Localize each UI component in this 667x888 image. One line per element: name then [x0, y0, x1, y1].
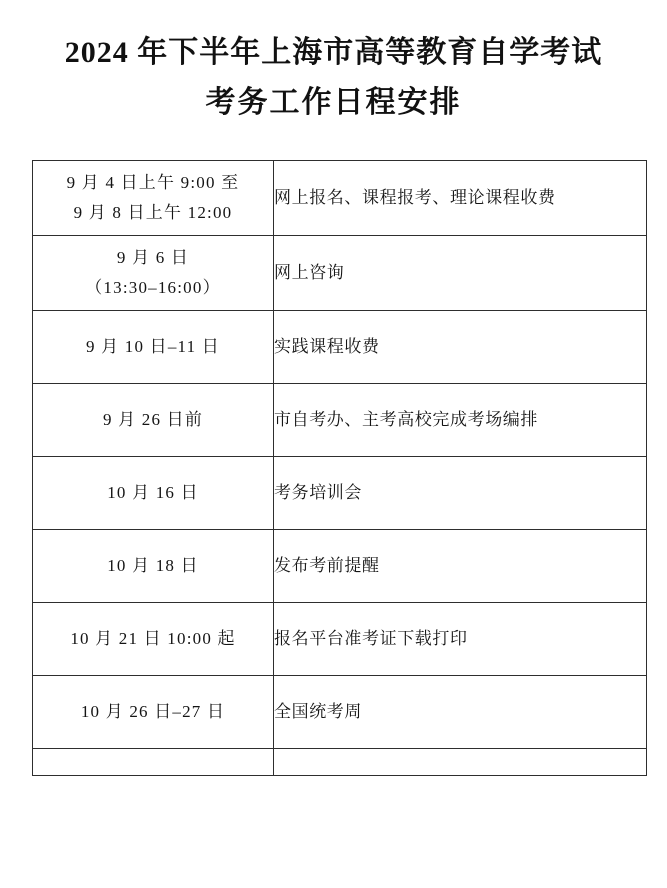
schedule-date-line-1: 9 月 10 日–11 日	[86, 337, 220, 356]
schedule-date-line-1: 9 月 6 日	[116, 248, 190, 267]
schedule-date-cell-cutoff	[33, 749, 274, 776]
table-row	[33, 311, 647, 384]
schedule-date-cell	[33, 676, 274, 749]
schedule-date-cell	[33, 384, 274, 457]
schedule-date-line-1: 10 月 26 日–27 日	[80, 702, 226, 721]
schedule-date-line-1: 9 月 26 日前	[102, 410, 204, 429]
schedule-description-cell: 报名平台准考证下载打印	[274, 603, 647, 676]
schedule-date-cell	[33, 161, 274, 236]
schedule-date-line-1: 10 月 18 日	[107, 556, 199, 575]
table-row	[33, 161, 647, 236]
schedule-description-cell: 全国统考周	[274, 676, 647, 749]
schedule-description-cell: 发布考前提醒	[274, 530, 647, 603]
schedule-description-cell: 实践课程收费	[274, 311, 647, 384]
table-row	[33, 457, 647, 530]
schedule-description-cell: 网上咨询	[274, 236, 647, 311]
table-row-cutoff	[33, 749, 647, 776]
schedule-date-line-2: （13:30–16:00）	[85, 278, 221, 297]
schedule-date-line-2: 9 月 8 日上午 12:00	[73, 203, 233, 222]
schedule-description-cell: 网上报名、课程报考、理论课程收费	[274, 161, 647, 236]
page-title	[0, 0, 667, 128]
table-row	[33, 603, 647, 676]
page-title-line-2: 考务工作日程安排	[205, 86, 462, 119]
table-row	[33, 530, 647, 603]
table-row	[33, 384, 647, 457]
schedule-table	[32, 160, 647, 776]
schedule-table-wrapper	[32, 160, 644, 776]
schedule-date-line-1: 9 月 4 日上午 9:00 至	[66, 173, 240, 192]
schedule-date-line-1: 10 月 21 日 10:00 起	[70, 629, 236, 648]
schedule-description-cell-cutoff	[274, 749, 647, 776]
schedule-date-cell	[33, 457, 274, 530]
schedule-description-cell: 考务培训会	[274, 457, 647, 530]
schedule-description-cell: 市自考办、主考高校完成考场编排	[274, 384, 647, 457]
table-row	[33, 676, 647, 749]
schedule-date-cell	[33, 603, 274, 676]
page-title-line-1: 2024 年下半年上海市高等教育自学考试	[64, 36, 603, 69]
schedule-date-cell	[33, 530, 274, 603]
table-row	[33, 236, 647, 311]
schedule-table-body	[33, 161, 647, 776]
schedule-date-cell	[33, 236, 274, 311]
schedule-date-line-1: 10 月 16 日	[107, 483, 199, 502]
schedule-date-cell	[33, 311, 274, 384]
